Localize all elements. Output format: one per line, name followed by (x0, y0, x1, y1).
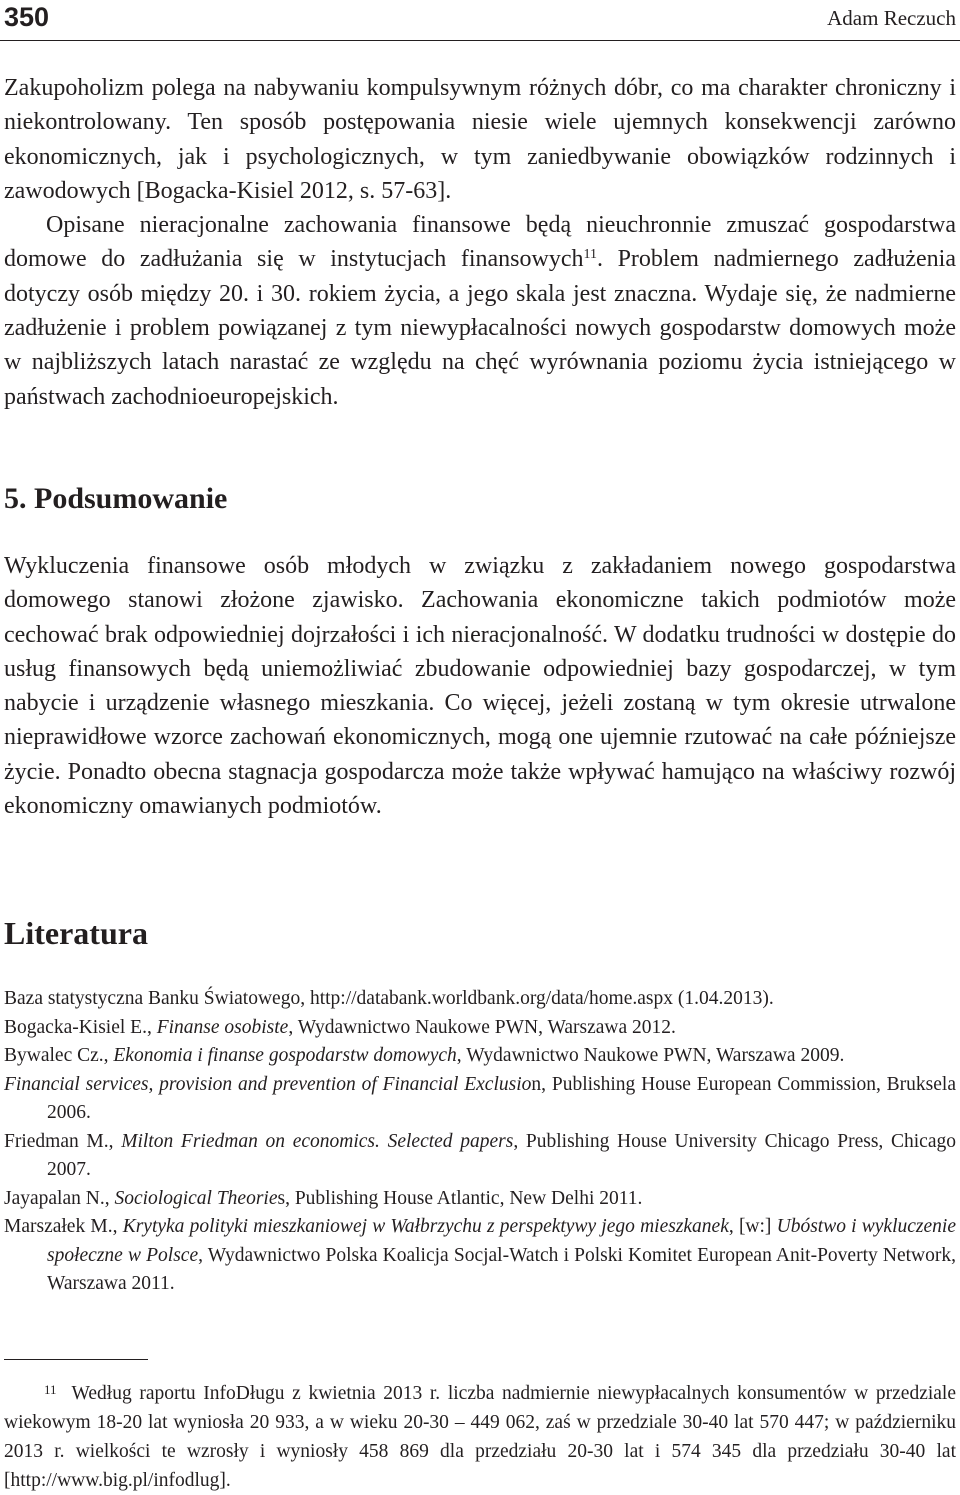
literature-heading: Literatura (4, 915, 148, 951)
footnote-number: 11 (44, 1382, 57, 1397)
reference-title: Krytyka polityki mieszkaniowej w Wałbrzychu z perspektywy jego mieszkanek (122, 1216, 729, 1237)
reference-title: Finanse osobiste (156, 1016, 289, 1038)
reference-publisher: n, Publishing House European Commission, Bruksela 2006. (47, 1073, 956, 1123)
paragraph: Wykluczenia finansowe osób młodych w związku z zakładaniem nowego gospodarstwa domowego stanowi złożone zjawisko. Zachowania ekonomiczne takich podmiotów może cechować brak odpowiedniej dojrzałości i ich nieracjonalność. W dodatku trudności w dostępie do usług finansowych będą uniemożliwiać zbudowanie odpowiedniej bazy gospodarczej, w tym nabycie i urządzenie własnego mieszkania. Co więcej, jeżeli zostaną w tym okresie utrwalone nieprawidłowe wzorce zachowań ekonomicznych, mogą one ujemnie rzutować na całe późniejsze życie. Ponadto obecna stagnacja gospodarcza może także wpływać hamująco na właściwy rozwój ekonomiczny omawianych podmiotów. (4, 553, 956, 820)
running-head-author: Adam Reczuch (827, 6, 956, 30)
reference-author: Bywalec Cz., (4, 1045, 114, 1066)
reference-list (4, 985, 956, 1299)
reference-publisher: s, Publishing House Atlantic, New Delhi 2011. (277, 1187, 643, 1209)
reference-publisher: , Publishing House University Chicago Press, Chicago 2007. (47, 1130, 956, 1180)
reference-in: , [w:] (728, 1216, 777, 1237)
paragraph-text: . Problem nadmiernego zadłużenia dotyczy osób między 20. i 30. rokiem życia, a jego skala jest znaczna. Wydaje się, że nadmierne zadłużenie i problem powiązanej z tym niewypłacalności nowych gospodarstw domowych może w najbliższych latach narastać ze względu na chęć wyrównania poziomu życia istniejącego w państwach zachodnioeuropejskich. (4, 246, 956, 410)
reference-item (4, 1213, 956, 1299)
reference-publisher: , Wydawnictwo Naukowe PWN, Warszawa 2009. (456, 1045, 845, 1066)
reference-title: Financial services, provision and prevention of Financial Exclusio (4, 1073, 532, 1095)
reference-title: Ekonomia i finanse gospodarstw domowych (113, 1045, 457, 1066)
reference-title: Milton Friedman on economics. Selected papers (121, 1130, 514, 1152)
body-text-block (4, 71, 956, 414)
reference-item (4, 1185, 956, 1214)
reference-item (4, 1071, 956, 1128)
reference-title: Sociological Theorie (114, 1187, 278, 1209)
header-rule (0, 40, 960, 41)
page-header (0, 0, 960, 42)
reference-author: Jayapalan N., (4, 1187, 115, 1209)
reference-publisher: , Wydawnictwo Polska Koalicja Socjal-Watch i Polski Komitet European Anit-Poverty Network, Warszawa 2011. (47, 1244, 957, 1294)
page-number: 350 (4, 2, 50, 32)
reference-publisher: , Wydawnictwo Naukowe PWN, Warszawa 2012. (288, 1016, 676, 1038)
reference-item (4, 1042, 956, 1071)
reference-item (4, 1014, 956, 1043)
reference-author: Marszałek M., (4, 1216, 123, 1237)
reference-author: Bogacka-Kisiel E., (4, 1016, 157, 1038)
footnote (4, 1375, 956, 1495)
paragraph-text: Opisane nieracjonalne zachowania finansowe będą nieuchronnie zmuszać gospodarstwa domowe do zadłużania się w instytucjach finansowych (4, 212, 956, 273)
section-heading: 5. Podsumowanie (4, 482, 228, 515)
reference-author: Friedman M., (4, 1130, 122, 1152)
reference-item (4, 985, 956, 1014)
paragraph: Zakupoholizm polega na nabywaniu kompulsywnym różnych dóbr, co ma charakter chroniczny i niekontrolowany. Ten sposób postępowania niesie wiele ujemnych konsekwencji zarówno ekonomicznych, jak i psychologicznych, w tym zaniedbywanie obowiązków rodzinnych i zawodowych [Bogacka-Kisiel 2012, s. 57-63]. (4, 75, 956, 204)
paragraph (4, 208, 956, 414)
reference-book-title: Ubóstwo i wykluczenie społeczne w Polsce (47, 1216, 956, 1266)
reference-text: Baza statystyczna Banku Światowego, http://databank.worldbank.org/data/home.aspx (1.04.2013). (4, 988, 774, 1009)
reference-item (4, 1128, 956, 1185)
footnote-reference[interactable]: 11 (583, 247, 597, 263)
footnote-rule (4, 1359, 148, 1360)
footnote-text: Według raportu InfoDługu z kwietnia 2013 r. liczba nadmiernie niewypłacalnych konsumentów w przedziale wiekowym 18-20 lat wyniosła 20 933, a w wieku 20-30 – 449 062, zaś w przedziale 30-40 lat 570 447; w październiku 2013 r. wielkości te wzrosły i wyniosły 458 869 dla przedziału 20-30 lat i 574 345 dla przedziału 30-40 lat [http://www.big.pl/infodlug]. (4, 1383, 956, 1491)
